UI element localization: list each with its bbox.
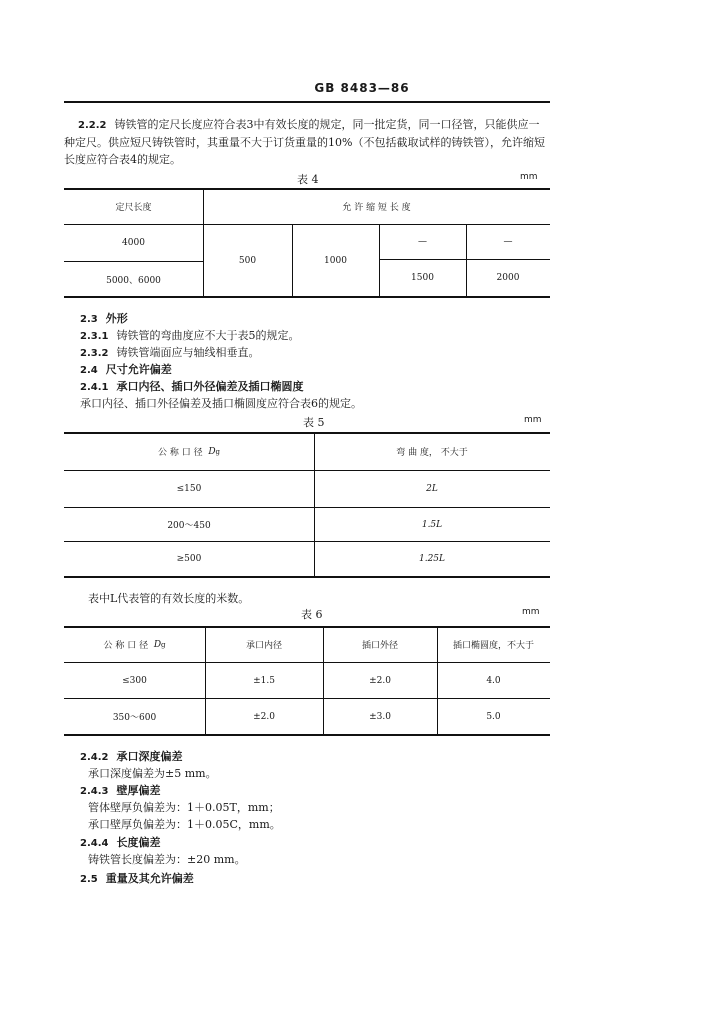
paragraph-2-2-2 (64, 116, 550, 168)
table4-header-length: 定尺长度 (115, 203, 152, 213)
table-rule (64, 734, 550, 736)
section-number: 2.4.4 (80, 838, 109, 849)
table6-caption: 表 6 (301, 608, 323, 621)
table4-cell-500: 500 (238, 255, 257, 266)
table6-header-ovality: 插口椭圆度，不大于 (452, 641, 534, 651)
table6-header-diameter (64, 627, 205, 662)
table-rule (64, 576, 550, 578)
table5-row2-diameter: 200～450 (167, 521, 211, 531)
section-2-3-1 (80, 327, 299, 343)
section-title: 承口内径、插口外径偏差及插口椭圆度 (116, 380, 304, 393)
table6-header-spigot: 插口外径 (361, 641, 398, 651)
table4-row1-length: 4000 (122, 238, 145, 248)
table5-row2-bend: 1.5L (421, 519, 443, 530)
section-number: 2.4.1 (80, 382, 109, 393)
table6-row2-ovality: 5.0 (486, 711, 501, 722)
section-title: 壁厚偏差 (116, 784, 161, 797)
section-2-4-2-body: 承口深度偏差为±5 mm。 (88, 767, 217, 780)
section-title: 长度偏差 (116, 836, 161, 849)
table6-row2-diameter: 350～600 (112, 713, 157, 723)
table5-header-diameter (64, 433, 314, 470)
symbol-d: D (153, 639, 162, 650)
section-title: 承口深度偏差 (116, 750, 183, 763)
table6-row1-ovality: 4.0 (486, 675, 501, 686)
section-text: 铸铁管的弯曲度应不大于表5的规定。 (116, 329, 300, 342)
table5-note: 表中L代表管的有效长度的米数。 (88, 592, 250, 605)
section-2-4-3-body2: 承口壁厚负偏差为：1＋0.05C，mm。 (88, 818, 281, 831)
section-title: 重量及其允许偏差 (105, 872, 194, 885)
section-number: 2.2.2 (78, 120, 107, 131)
table5-row3-bend: 1.25L (418, 554, 445, 564)
table4-header-shorten: 允 许 缩 短 长 度 (342, 203, 411, 213)
header-text: 公 称 口 径 (157, 448, 203, 458)
table-rule (64, 296, 550, 298)
table4-cell-dash-1: — (418, 237, 427, 247)
section-number: 2.3.2 (80, 348, 109, 359)
section-number: 2.3 (80, 314, 98, 325)
section-2-4-1 (80, 378, 303, 394)
section-2-4 (80, 361, 172, 377)
header-text: 公 称 口 径 (103, 641, 149, 651)
section-2-4-4-body: 铸铁管长度偏差为：±20 mm。 (88, 853, 246, 866)
symbol-subscript: g (215, 447, 221, 456)
section-number: 2.5 (80, 874, 98, 885)
paragraph-text: 铸铁管的定尺长度应符合表3中有效长度的规定，同一批定货，同一口径管，只能供应一种定尺。供应短尺铸铁管时，其重量不大于订货重量的10%（不包括截取试样的铸铁管），允许缩短长度应符合表4的规定。 (64, 118, 545, 166)
section-number: 2.4 (80, 365, 98, 376)
table5-header-bend: 弯 曲 度， 不大于 (396, 448, 468, 458)
table6-unit: mm (522, 607, 540, 617)
table6-header-socket: 承口内径 (245, 641, 282, 651)
section-2-5 (80, 870, 194, 886)
table5-row1-diameter: ≤150 (176, 484, 202, 494)
section-2-3-2 (80, 344, 259, 360)
section-text: 铸铁管端面应与轴线相垂直。 (116, 346, 260, 359)
section-number: 2.4.2 (80, 752, 109, 763)
header-rule (64, 101, 550, 103)
section-title: 外形 (105, 312, 128, 325)
table6-row2-socket: ±2.0 (253, 711, 275, 722)
table5-caption: 表 5 (303, 416, 325, 429)
symbol-subscript: g (161, 640, 166, 649)
section-number: 2.4.3 (80, 786, 109, 797)
section-2-4-2 (80, 748, 182, 764)
symbol-d: D (208, 446, 216, 457)
table4-unit: mm (520, 172, 538, 182)
section-2-3 (80, 310, 128, 326)
section-number: 2.3.1 (80, 331, 109, 342)
table6-row1-spigot: ±2.0 (369, 675, 391, 686)
page-header: GB 8483—86 (314, 81, 410, 95)
table6-row1-socket: ±1.5 (253, 675, 275, 686)
table4-row2-length: 5000、6000 (106, 275, 161, 286)
section-2-4-3-body1: 管体壁厚负偏差为：1＋0.05T，mm； (88, 801, 280, 814)
table4-cell-2000: 2000 (496, 273, 520, 283)
section-title: 尺寸允许偏差 (105, 363, 172, 376)
section-2-4-4 (80, 834, 160, 850)
table4-caption: 表 4 (297, 173, 319, 186)
section-2-4-1-body: 承口内径、插口外径偏差及插口椭圆度应符合表6的规定。 (80, 397, 362, 410)
table4-cell-1500: 1500 (411, 273, 434, 283)
section-2-4-3 (80, 782, 160, 798)
table4-cell-1000: 1000 (324, 255, 347, 266)
table5-row1-bend: 2L (426, 484, 438, 494)
table5-row3-diameter: ≥500 (176, 554, 202, 564)
table6-row2-spigot: ±3.0 (369, 711, 391, 722)
table5-unit: mm (524, 415, 542, 425)
table6-row1-diameter: ≤300 (122, 675, 147, 686)
table4-cell-dash-2: — (503, 237, 513, 247)
